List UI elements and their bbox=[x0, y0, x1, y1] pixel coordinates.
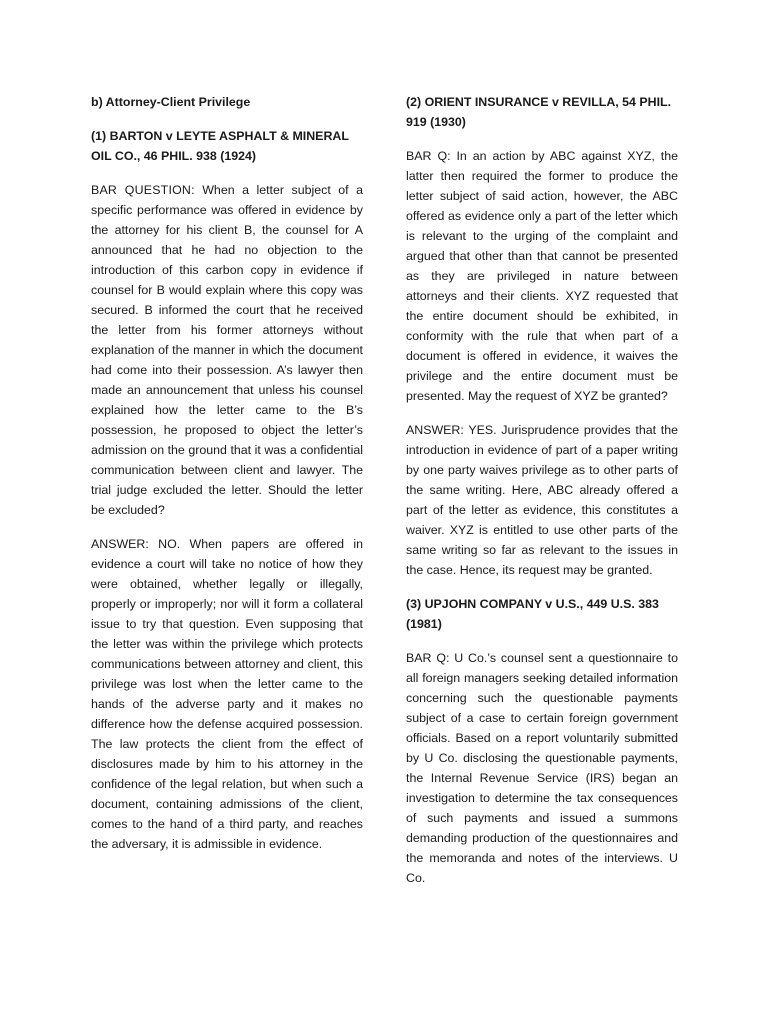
case1-title: (1) BARTON v LEYTE ASPHALT & MINERAL OIL CO., 46 PHIL. 938 (1924) bbox=[91, 129, 349, 163]
case3-question: BAR Q: U Co.’s counsel sent a questionnaire to all foreign managers seeking detailed information concerning such the questionable payments subject of a case to certain foreign government officials. Based on a report voluntarily submitted by U Co. disclosing the questionable payments, the Internal Revenue Service (IRS) began an investigation to determine the tax consequences of such payments and issued a summons demanding production of the questionnaires and the memoranda and notes of the interviews. U Co. bbox=[406, 651, 678, 885]
case1-answer: ANSWER: NO. When papers are offered in evidence a court will take no notice of how they were obtained, whether legally or illegally, properly or improperly; nor will it form a collateral issue to try that question. Even supposing that the letter was within the privilege which protects communications between attorney and client, this privilege was lost when the letter came to the hands of the adverse party and it makes no difference how the defense acquired possession. The law protects the client from the effect of disclosures made by him to his attorney in the confidence of the legal relation, but when such a document, containing admissions of the client, comes to the hand of a third party, and reaches the adversary, it is admissible in evidence. bbox=[91, 537, 363, 851]
case1-question-text: When a letter subject of a specific performance was offered in evidence by the attorney for his client B, the counsel for A announced that he had no objection to the introduction of this carbon copy in evidence if counsel for B would explain where this copy was secured. B informed the court that he received the letter from his former attorneys without explanation of the manner in which the document had come into their possession. A’s lawyer then made an announcement that unless his counsel explained how the letter came to the B’s possession, he proposed to object the letter’s admission on the ground that it was a confidential communication between client and lawyer. The trial judge excluded the letter. Should the letter be excluded? bbox=[91, 183, 363, 517]
case1-question bbox=[91, 180, 363, 520]
case3-title: (3) UPJOHN COMPANY v U.S., 449 U.S. 383 (1981) bbox=[406, 597, 659, 631]
case1-question-label: BAR QUESTION: bbox=[91, 183, 195, 197]
case2-question: BAR Q: In an action by ABC against XYZ, the latter then required the former to produce the letter subject of said action, however, the ABC offered as evidence only a part of the letter which is relevant to the urging of the complaint and argued that other than that cannot be presented as they are privileged in nature between attorneys and their clients. XYZ requested that the entire document should be exhibited, in conformity with the rule that when part of a document is offered in evidence, it waives the privilege and the entire document must be presented. May the request of XYZ be granted? bbox=[406, 149, 678, 403]
case2-answer: ANSWER: YES. Jurisprudence provides that the introduction in evidence of part of a paper writing by one party waives privilege as to other parts of the same writing. Here, ABC already offered a part of the letter as evidence, this constitutes a waiver. XYZ is entitled to use other parts of the same writing so far as relevant to the issues in the case. Hence, its request may be granted. bbox=[406, 423, 678, 577]
section-title: b) Attorney-Client Privilege bbox=[91, 95, 251, 109]
right-column bbox=[406, 92, 678, 902]
left-column bbox=[91, 92, 363, 868]
case2-title: (2) ORIENT INSURANCE v REVILLA, 54 PHIL. 919 (1930) bbox=[406, 95, 672, 129]
